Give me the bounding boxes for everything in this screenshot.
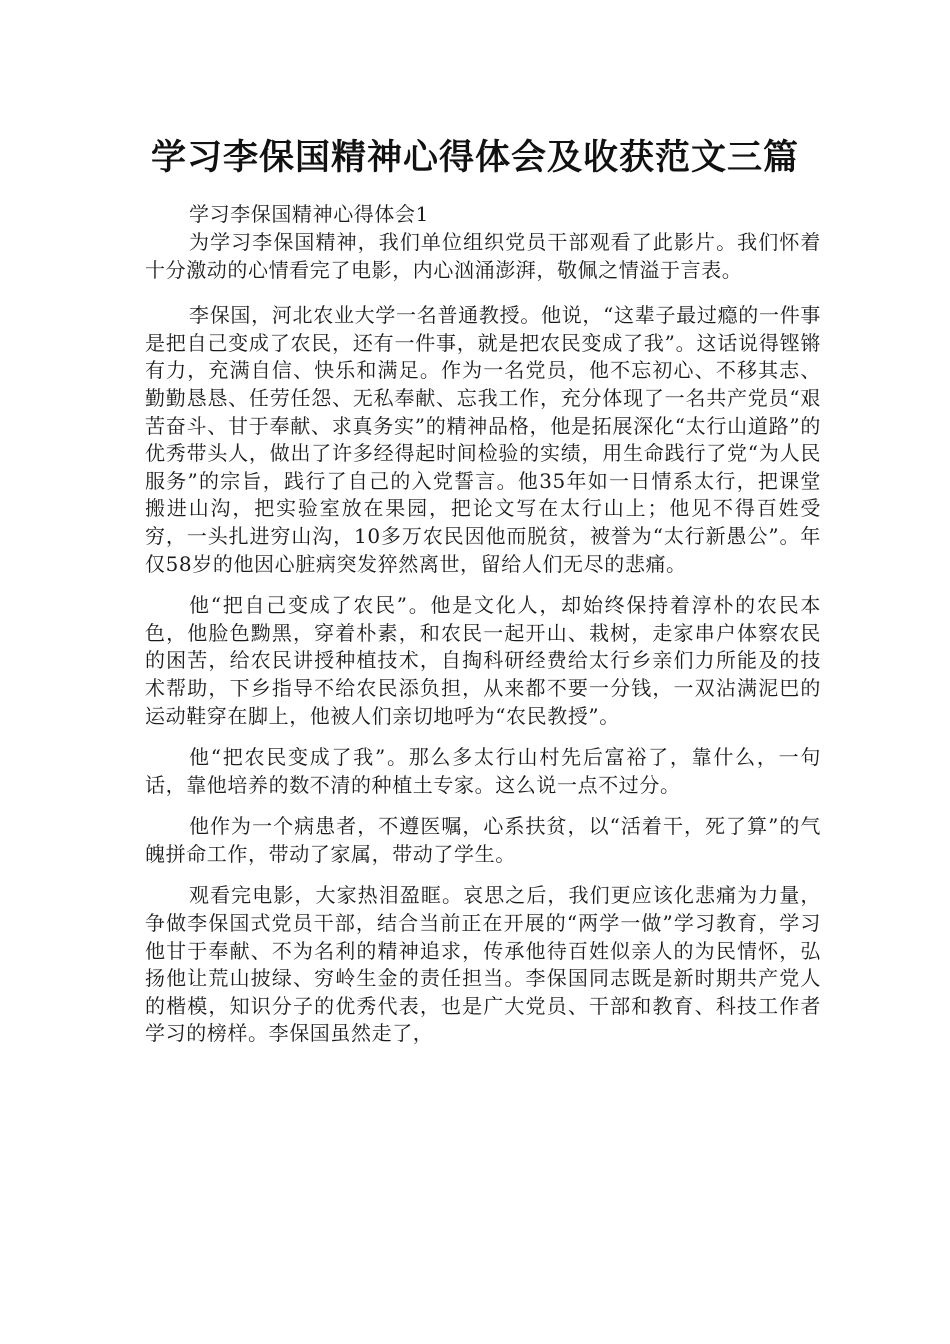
paragraph: 为学习李保国精神，我们单位组织党员干部观看了此影片。我们怀着十分激动的心情看完了电影，内心汹涌澎湃，敬佩之情溢于言表。 bbox=[145, 230, 821, 282]
paragraph: 他作为一个病患者，不遵医嘱，心系扶贫，以“活着干，死了算”的气魄拼命工作，带动了家属，带动了学生。 bbox=[145, 814, 821, 866]
document-title: 学习李保国精神心得体会及收获范文三篇 bbox=[150, 138, 799, 178]
paragraph: 他“把自己变成了农民”。他是文化人，却始终保持着淳朴的农民本色，他脸色黝黑，穿着朴素，和农民一起开山、栽树，走家串户体察农民的困苦，给农民讲授种植技术，自掏科研经费给太行乡亲们力所能及的技术帮助，下乡指导不给农民添负担，从来都不要一分钱，一双沾满泥巴的运动鞋穿在脚上，他被人们亲切地呼为“农民教授”。 bbox=[145, 593, 821, 728]
paragraph: 李保国，河北农业大学一名普通教授。他说，“这辈子最过瘾的一件事是把自己变成了农民，还有一件事，就是把农民变成了我”。这话说得铿锵有力，充满自信、快乐和满足。作为一名党员，他不忘初心、不移其志、勤勤恳恳、任劳任怨、无私奉献、忘我工作，充分体现了一名共产党员“艰苦奋斗、甘于奉献、求真务实”的精神品格，他是拓展深化“太行山道路”的优秀带头人，做出了许多经得起时间检验的实绩，用生命践行了党“为人民服务”的宗旨，践行了自己的入党誓言。他35年如一日情系太行，把课堂搬进山沟，把实验室放在果园，把论文写在太行山上；他见不得百姓受穷，一头扎进穷山沟，10多万农民因他而脱贫，被誉为“太行新愚公”。年仅58岁的他因心脏病突发猝然离世，留给人们无尽的悲痛。 bbox=[145, 303, 821, 576]
paragraph: 观看完电影，大家热泪盈眶。哀思之后，我们更应该化悲痛为力量，争做李保国式党员干部，结合当前正在开展的“两学一做”学习教育，学习他甘于奉献、不为名利的精神追求，传承他待百姓似亲人的为民情怀，弘扬他让荒山披绿、穷岭生金的责任担当。李保国同志既是新时期共产党人的楷模，知识分子的优秀代表，也是广大党员、干部和教育、科技工作者学习的榜样。李保国虽然走了， bbox=[145, 883, 821, 1046]
section-heading: 学习李保国精神心得体会1 bbox=[189, 202, 429, 226]
paragraph: 他“把农民变成了我”。那么多太行山村先后富裕了，靠什么，一句话，靠他培养的数不清的种植土专家。这么说一点不过分。 bbox=[145, 745, 821, 797]
document-body bbox=[145, 200, 821, 1062]
